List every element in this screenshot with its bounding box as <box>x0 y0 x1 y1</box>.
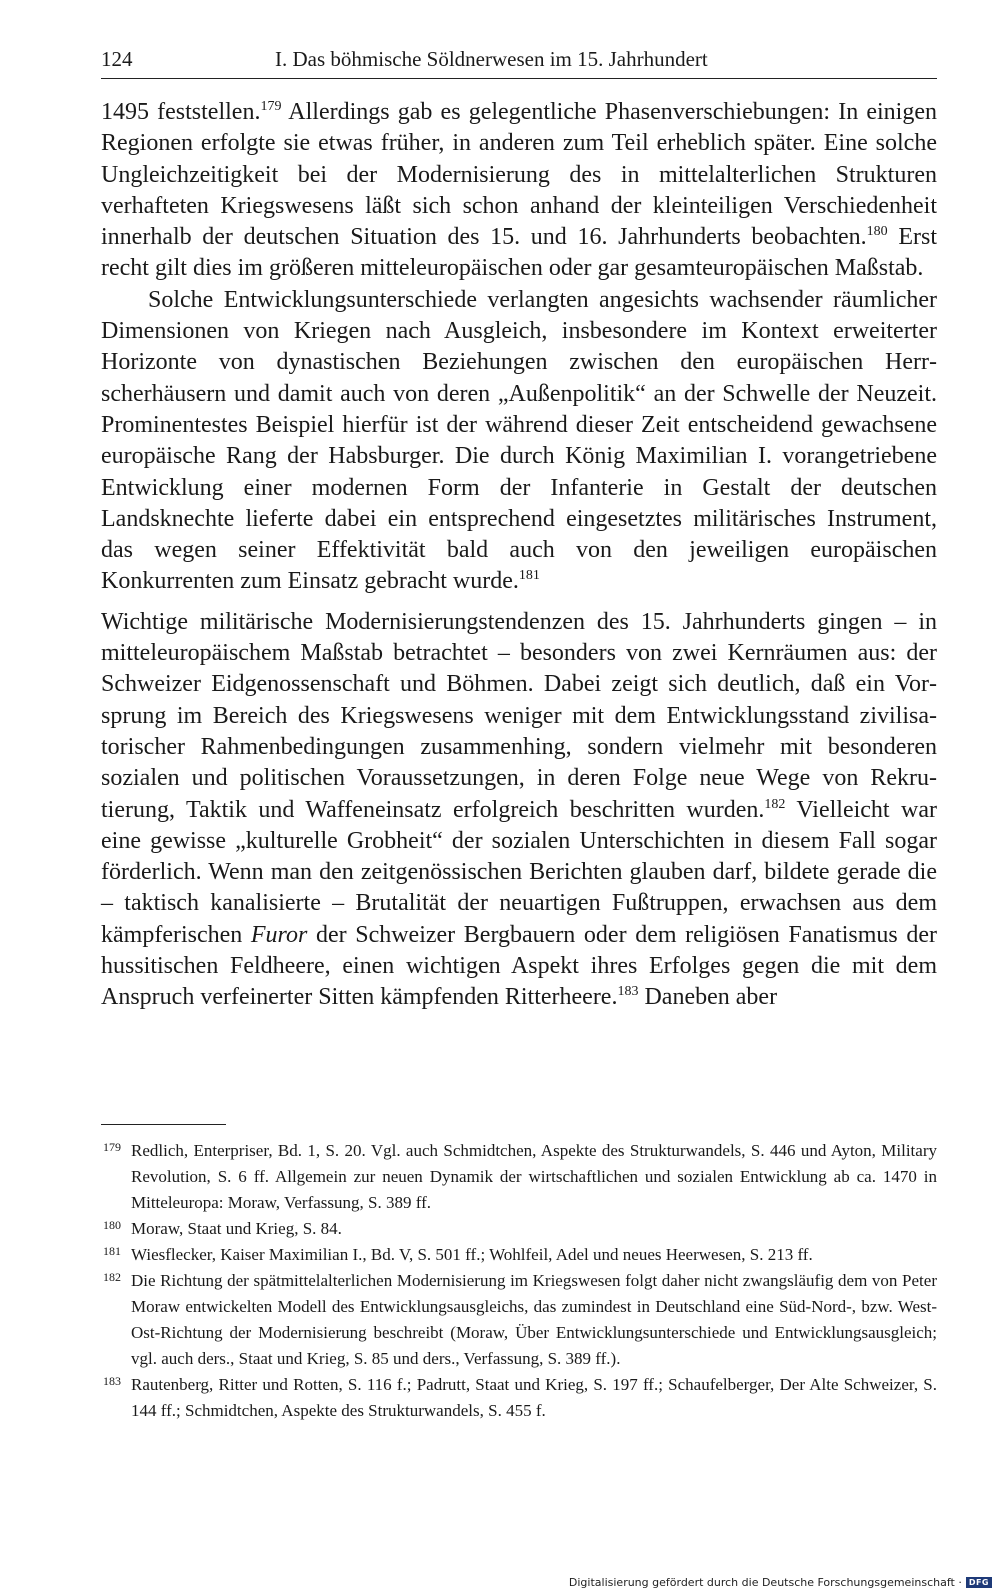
footnote-number: 182 <box>103 1270 121 1284</box>
footnote-182 <box>101 1268 937 1372</box>
main-text <box>101 97 937 1014</box>
footnote-181 <box>101 1242 937 1268</box>
footnote-ref: 180 <box>866 224 888 240</box>
header-rule <box>101 78 937 79</box>
paragraph-3 <box>101 607 937 1014</box>
paragraph-2 <box>101 285 937 598</box>
footnote-text: Wiesflecker, Kaiser Maximilian I., Bd. V, S. 501 ff.; Wohlfeil, Adel und neues Heerwesen, S. 213 ff. <box>131 1245 813 1264</box>
dfg-logo-icon: DFG <box>966 1577 992 1588</box>
footnote-separator <box>101 1124 226 1125</box>
footnote-text: Moraw, Staat und Krieg, S. 84. <box>131 1219 342 1238</box>
text-run: der Schweizer Bergbauern oder dem religiösen Fanatismus der hussitischen Feldheere, einen wichtigen Aspekt ihres Erfolges gegen die mit dem Anspruch verfeinerter Sitten kämpfenden Ritterheere. <box>101 921 937 1011</box>
footnote-180 <box>101 1216 937 1242</box>
emphasis-text: Furor <box>250 921 308 948</box>
text-run: Wichtige militärische Modernisierungstendenzen des 15. Jahrhunderts gingen – in mitteleuropäischem Maßstab betrachtet – besonders von zwei Kernräumen aus: der Schweizer Eidgenossenschaft und Böhmen. Dabei zeigt sich deutlich, daß ein Vorsprung im Bereich des Kriegswesens weniger mit dem Entwicklungsstand zivilisatorischer Rahmenbedingungen zusammenhing, sondern vielmehr mit besonderen sozialen und politischen Voraussetzungen, in deren Folge neue Wege von Rekrutierung, Taktik und Waffeneinsatz erfolgreich beschritten wurden. <box>101 608 937 823</box>
running-head: I. Das böhmische Söldnerwesen im 15. Jahrhundert <box>275 47 708 71</box>
text-run: Solche Entwicklungsunterschiede verlangten angesichts wachsender räumlicher Dimensionen von Kriegen nach Ausgleich, insbesondere im Kontext erweiterter Horizonte von dynastischen Beziehungen zwischen den europäischen Herrscherhäusern und damit auch von deren „Außenpolitik“ an der Schwelle der Neuzeit. Prominentestes Beispiel hierfür ist der während dieser Zeit entscheidend gewachsene europäische Rang der Habsburger. Die durch König Maximilian I. vorangetriebene Entwicklung einer modernen Form der Infanterie in Gestalt der deutschen Landsknechte lieferte dabei ein entsprechend eingesetztes militärisches Instrument, das wegen seiner Effektivität bald auch von den jeweiligen europäischen Konkurrenten zum Einsatz gebracht wurde. <box>101 286 937 595</box>
footnote-ref: 179 <box>260 99 282 114</box>
footnote-number: 180 <box>103 1218 121 1232</box>
footnote-ref: 181 <box>518 568 540 584</box>
text-run: Daneben aber <box>638 984 778 1011</box>
footnote-ref: 182 <box>764 796 786 812</box>
footnote-text: Redlich, Enterpriser, Bd. 1, S. 20. Vgl. auch Schmidtchen, Aspekte des Strukturwandels, S. 446 und Ayton, Military Revolution, S. 6 ff. Allgemein zur neuen Dynamik der wirtschaftlichen und sozialen Entwicklung ab ca. 1470 in Mitteleuropa: Moraw, Verfassung, S. 389 ff. <box>131 1141 937 1212</box>
page-number: 124 <box>101 47 133 71</box>
footnote-text: Rautenberg, Ritter und Rotten, S. 116 f.; Padrutt, Staat und Krieg, S. 197 ff.; Schaufelberger, Der Alte Schweizer, S. 144 ff.; Schmidtchen, Aspekte des Strukturwandels, S. 455 f. <box>131 1375 937 1420</box>
paragraph-1 <box>101 97 937 285</box>
text-run: Allerdings gab es gelegentliche Phasenverschiebungen: In einigen Regionen erfolgte sie etwas früher, in anderen zum Teil erheblich später. Eine solche Ungleichzeitigkeit bei der Modernisierung des in mittelalterlichen Strukturen verhafteten Kriegswesens läßt sich schon anhand der kleinteiligen Verschiedenheit innerhalb der deutschen Situation des 15. und 16. Jahrhunderts beobachten. <box>101 99 937 251</box>
footnote-number: 181 <box>103 1244 121 1258</box>
text-run: Erst recht gilt dies im größeren mitteleuropäischen oder gar gesamteuropäischen Maßstab. <box>101 224 937 282</box>
footnote-text: Die Richtung der spätmittelalterlichen Modernisierung im Kriegswesen folgt daher nicht zwangsläufig dem von Peter Moraw entwickelten Modell des Entwicklungsausgleichs, das zumindest in Deutschland eine Süd-Nord-, bzw. West-Ost-Richtung der Modernisierung beschreibt (Moraw, Über Entwicklungsunterschiede und Entwicklungsausgleich; vgl. auch ders., Staat und Krieg, S. 85 und ders., Verfassung, S. 389 ff.). <box>131 1271 937 1368</box>
footnote-number: 183 <box>103 1374 121 1388</box>
footnote-ref: 183 <box>617 984 639 1000</box>
footnotes <box>101 1138 937 1424</box>
footnote-179 <box>101 1138 937 1216</box>
digitization-footer <box>569 1576 992 1589</box>
page-header <box>101 44 937 74</box>
footnote-183 <box>101 1372 937 1424</box>
text-run: 1495 feststellen. <box>101 99 261 125</box>
footnote-number: 179 <box>103 1140 121 1154</box>
text-run: Vielleicht war eine gewisse „kulturelle Grobheit“ der sozialen Unterschichten in diesem Fall sogar förderlich. Wenn man den zeitgenössischen Berichten glauben darf, bildete gerade die – taktisch kanalisierte – Brutalität der neuartigen Fußtruppen, erwachsen aus dem kämpferischen <box>101 796 938 948</box>
footer-credit: Digitalisierung gefördert durch die Deutsche Forschungsgemeinschaft · <box>568 1576 962 1589</box>
